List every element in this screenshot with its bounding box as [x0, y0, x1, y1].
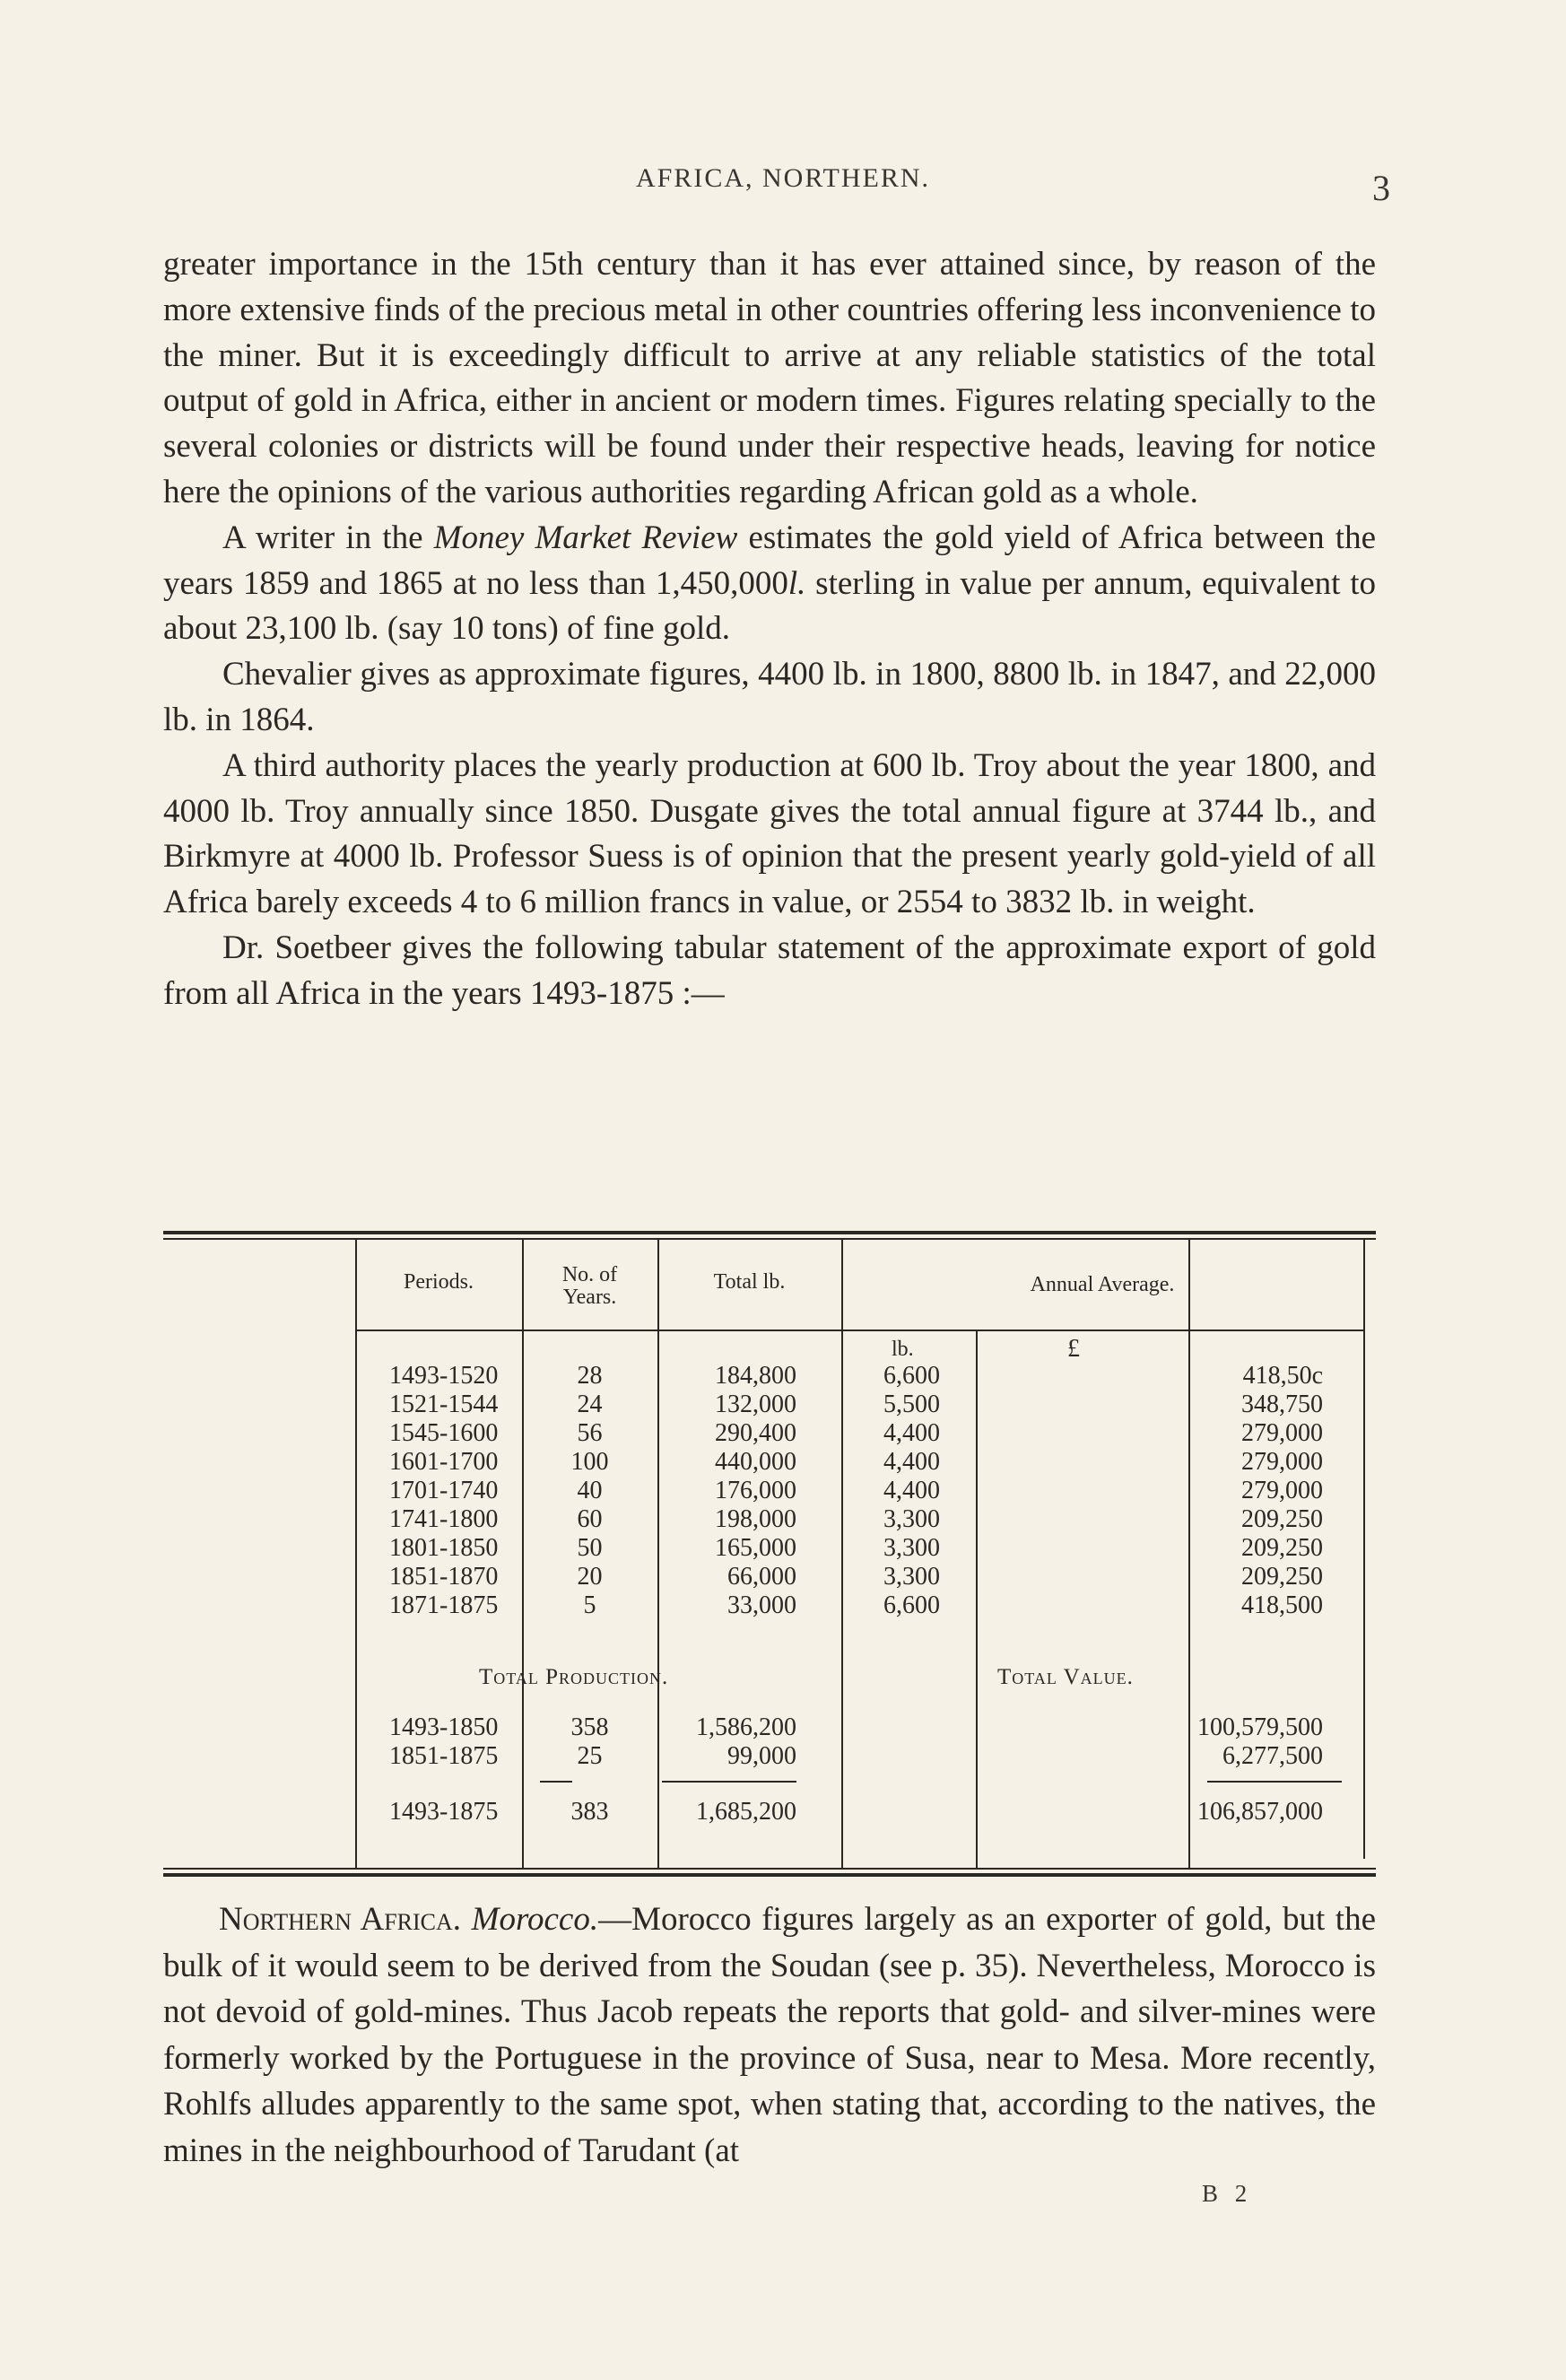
- row-avg-value: 418,50c: [1242, 1362, 1323, 1390]
- total-value-label: Total Value.: [997, 1665, 1134, 1689]
- row-period: 1601-1700: [389, 1448, 499, 1476]
- total-production-label: Total Production.: [479, 1665, 669, 1689]
- header-periods: Periods.: [404, 1270, 474, 1294]
- header-total-lb: Total lb.: [713, 1270, 786, 1294]
- row-avg-value: 209,250: [1241, 1534, 1323, 1562]
- row-avg-value: 348,750: [1241, 1391, 1323, 1418]
- row-period: 1701-1740: [389, 1477, 499, 1504]
- row-total-lb: 33,000: [727, 1591, 796, 1619]
- table-top-rule: [163, 1231, 1376, 1234]
- morocco-section: [163, 1896, 1376, 2174]
- unit-pound: £: [1067, 1335, 1080, 1363]
- row-total-lb: 440,000: [715, 1448, 796, 1476]
- row-avg-value: 279,000: [1241, 1419, 1323, 1447]
- section-heading: Northern Africa.: [219, 1901, 462, 1938]
- summary-period: 1493-1850: [389, 1713, 499, 1741]
- row-years: 56: [577, 1419, 603, 1447]
- row-total-lb: 290,400: [715, 1419, 796, 1447]
- table-vline: [976, 1329, 978, 1868]
- sum-rule-years: [540, 1781, 572, 1783]
- row-years: 100: [570, 1448, 609, 1476]
- paragraph-2: [163, 516, 1376, 652]
- row-avg-lb: 3,300: [883, 1534, 940, 1562]
- pound-abbrev: l.: [787, 564, 806, 602]
- row-period: 1851-1870: [389, 1563, 499, 1591]
- table-vline: [355, 1240, 357, 1868]
- header-annual-average: Annual Average.: [1030, 1273, 1175, 1296]
- row-avg-lb: 3,300: [883, 1563, 940, 1591]
- body-text: [163, 242, 1376, 1017]
- grand-total-value: 106,857,000: [1197, 1798, 1323, 1826]
- row-years: 5: [583, 1591, 596, 1619]
- header-underline: [355, 1329, 1363, 1331]
- paragraph-2-c: sterling in value per annum, equivalent to about 23,100 lb. (say 10 tons) of fine gold.: [163, 564, 1376, 648]
- grand-total-years: 383: [570, 1798, 609, 1826]
- row-period: 1521-1544: [389, 1391, 499, 1418]
- table-bottom-rule-thin: [163, 1868, 1376, 1870]
- paragraph-6: [163, 1896, 1376, 2174]
- row-avg-value: 209,250: [1241, 1563, 1323, 1591]
- row-years: 20: [577, 1563, 603, 1591]
- unit-lb: lb.: [892, 1338, 914, 1361]
- running-head: AFRICA, NORTHERN.: [635, 163, 931, 193]
- row-years: 40: [577, 1477, 603, 1504]
- paragraph-1: greater importance in the 15th century than it has ever attained since, by reason of the more extensive finds of the precious metal in other countries offering less inconvenience to the miner. But it is exceedingly difficult to arrive at any reliable statistics of the total output of gold in Africa, either in ancient or modern times. Figures relating specially to the several colonies or districts will be found under their respective heads, leaving for notice here the opinions of the various authorities regarding African gold as a whole.: [163, 246, 1376, 510]
- paragraph-5: Dr. Soetbeer gives the following tabular statement of the approximate export of gold from all Africa in the years 1493-1875 :—: [163, 928, 1376, 1012]
- row-avg-lb: 3,300: [883, 1505, 940, 1533]
- paragraph-2-a: A writer in the: [222, 519, 434, 556]
- row-years: 60: [577, 1505, 603, 1533]
- row-years: 50: [577, 1534, 603, 1562]
- row-avg-value: 279,000: [1241, 1477, 1323, 1504]
- row-total-lb: 132,000: [715, 1391, 796, 1418]
- publication-title: Money Market Review: [433, 519, 738, 556]
- paragraph-2-b: estimates the gold yield of Africa between the years 1859 and 1865 at no less than 1,450,000: [163, 519, 1376, 602]
- row-avg-lb: 6,600: [883, 1362, 940, 1390]
- table-bottom-rule: [163, 1873, 1376, 1877]
- paragraph-6-body: —Morocco figures largely as an exporter of gold, but the bulk of it would seem to be derived from the Soudan (see p. 35). Nevertheless, Morocco is not devoid of gold-mines. Thus Jacob repeats the reports that gold- and silver-mines were formerly worked by the Portuguese in the province of Susa, near to Mesa. More recently, Rohlfs alludes apparently to the same spot, when stating that, according to the natives, the mines in the neighbourhood of Tarudant (at: [163, 1901, 1377, 2169]
- grand-total-lb: 1,685,200: [696, 1798, 796, 1826]
- row-avg-value: 418,500: [1241, 1591, 1323, 1619]
- summary-value: 6,277,500: [1222, 1742, 1323, 1770]
- paragraph-4: A third authority places the yearly production at 600 lb. Troy about the year 1800, and 4000 lb. Troy annually since 1850. Dusgate gives the total annual figure at 3744 lb., and Birkmyre at 4000 lb. Professor Suess is of opinion that the present yearly gold-yield of all Africa barely exceeds 4 to 6 million francs in value, or 2554 to 3832 lb. in weight.: [163, 746, 1376, 921]
- summary-years: 358: [570, 1713, 609, 1741]
- paragraph-3: Chevalier gives as approximate figures, 4400 lb. in 1800, 8800 lb. in 1847, and 22,000 lb. in 1864.: [163, 656, 1376, 738]
- summary-total-lb: 1,586,200: [696, 1713, 796, 1741]
- summary-years: 25: [577, 1742, 603, 1770]
- row-avg-lb: 4,400: [883, 1477, 940, 1504]
- row-avg-lb: 4,400: [883, 1419, 940, 1447]
- row-years: 28: [577, 1362, 603, 1390]
- row-avg-lb: 6,600: [883, 1591, 940, 1619]
- grand-total-period: 1493-1875: [389, 1798, 499, 1826]
- row-total-lb: 184,800: [715, 1362, 796, 1390]
- row-period: 1545-1600: [389, 1419, 499, 1447]
- row-avg-value: 279,000: [1241, 1448, 1323, 1476]
- row-avg-lb: 5,500: [883, 1391, 940, 1418]
- row-period: 1871-1875: [389, 1591, 499, 1619]
- subsection-heading: Morocco.: [471, 1901, 599, 1938]
- signature-mark: B 2: [1202, 2180, 1253, 2207]
- row-total-lb: 176,000: [715, 1477, 796, 1504]
- row-total-lb: 198,000: [715, 1505, 796, 1533]
- row-period: 1741-1800: [389, 1505, 499, 1533]
- sum-rule-value: [1207, 1781, 1342, 1783]
- summary-total-lb: 99,000: [727, 1742, 796, 1770]
- header-years-line1: No. of: [561, 1263, 618, 1286]
- table-top-rule-thin: [163, 1238, 1376, 1240]
- row-avg-lb: 4,400: [883, 1448, 940, 1476]
- sum-rule-total: [662, 1781, 796, 1783]
- header-years-line2: Years.: [562, 1286, 617, 1309]
- page-number: 3: [1372, 168, 1390, 208]
- row-total-lb: 66,000: [727, 1563, 796, 1591]
- row-period: 1493-1520: [389, 1362, 499, 1390]
- row-years: 24: [577, 1391, 603, 1418]
- summary-period: 1851-1875: [389, 1742, 499, 1770]
- summary-value: 100,579,500: [1197, 1713, 1323, 1741]
- row-avg-value: 209,250: [1241, 1505, 1323, 1533]
- table-vline: [1363, 1240, 1365, 1859]
- row-period: 1801-1850: [389, 1534, 499, 1562]
- row-total-lb: 165,000: [715, 1534, 796, 1562]
